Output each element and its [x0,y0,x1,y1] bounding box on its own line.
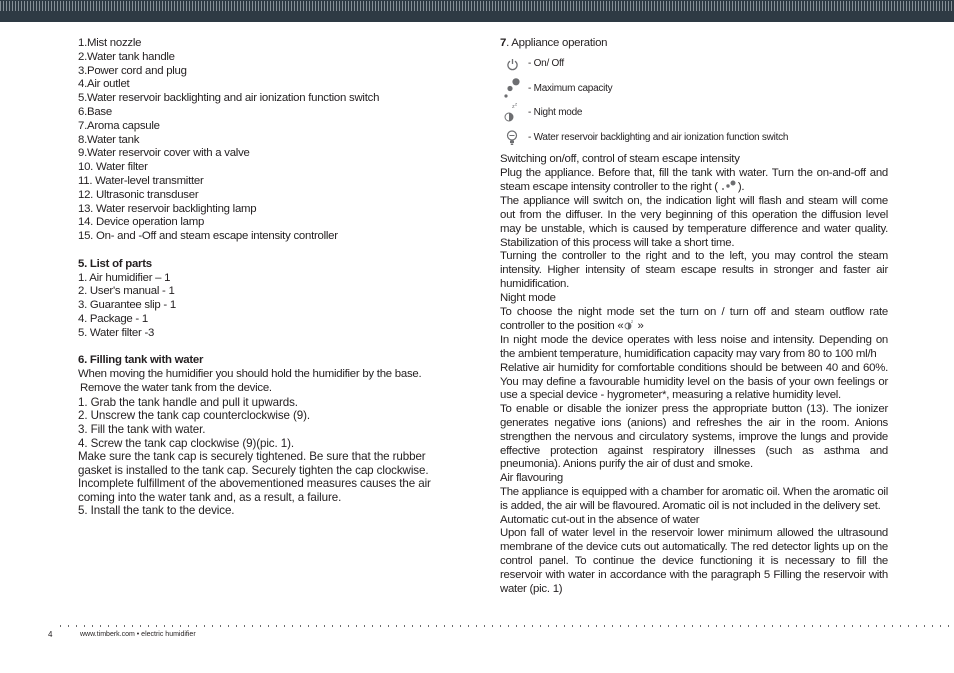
left-column [78,37,456,518]
max-capacity-icon [500,78,524,100]
part-item: 15. On- and -Off and steam escape intensity controller [78,230,338,243]
humidity-paragraph: Relative air humidity for comfortable conditions should be between 40 and 60%. You may define a favourable humidity level on the basis of your own feelings or use a special device - hygrometer*, measuring a relative humidity level. [500,361,888,402]
icon-legend [500,52,888,150]
list-item: 2. User's manual - 1 [78,285,175,298]
svg-text:z: z [515,102,517,107]
appliance-operation-heading [500,37,888,51]
part-item: 3.Power cord and plug [78,64,187,77]
switching-paragraph [500,167,888,196]
part-item: 7.Aroma capsule [78,119,160,132]
part-item: 12. Ultrasonic transduser [78,188,199,201]
max-capacity-icon [718,180,738,191]
air-flavouring-title: Air flavouring [500,472,563,485]
night-mode-select [500,306,888,335]
switch-on-paragraph: The appliance will switch on, the indication light will flash and steam will come out from the diffuser. In the very beginning of this operation the diffusion level may be unstable, which is caused by temperature difference and water quality. Stabilization of this process will take a short time. [500,195,888,249]
legend-label: - Water reservoir backlighting and air ionization function switch [528,131,789,143]
filling-intro: When moving the humidifier you should hold the humidifier by the base. [78,368,422,381]
top-header-bar [0,0,954,22]
svg-text:z: z [631,319,634,325]
legend-row-max [500,76,888,101]
ionizer-paragraph: To enable or disable the ionizer press the appropriate button (13). The ionizer generates negative ions (anions) and refreshes the air in the room. Anions strengthen the nervous and circulatory systems, improve the lungs and provide effective protection against respiratory illnesses (such as asthma and pneumonia). Anions purify the air of dust and smoke. [500,403,888,471]
cutout-paragraph: Upon fall of water level in the reservoir lower minimum allowed the ultrasound membrane of the device cuts out automatically. The red detector lights up on the control panel. To continue the device functioning it is necessary to fill the reservoir with water in accordance with the paragraph 5 Filling the reservoir with water (pic. 1) [500,527,888,595]
switching-text-b: ). [737,181,745,194]
night-mode-title: Night mode [500,291,556,304]
night-text-a: To choose the night mode set the turn on / turn off and steam outflow rate controller to the position « [500,305,888,333]
list-of-parts [78,272,456,341]
list-item: 1. Air humidifier – 1 [78,271,171,284]
part-item: 8.Water tank [78,133,140,146]
bulb-icon [500,127,524,149]
header-stripes [0,1,954,11]
night-text-b: » [637,320,644,333]
parts-list [78,37,456,244]
filling-step: 2. Unscrew the tank cap counterclockwise (9). [78,409,310,423]
list-of-parts-heading: 5. List of parts [78,257,152,270]
part-item: 1.Mist nozzle [78,37,142,49]
filling-step: 1. Grab the tank handle and pull it upwards. [78,395,298,409]
legend-label: - Night mode [528,107,583,119]
cutout-title: Automatic cut-out in the absence of water [500,513,700,526]
power-icon [500,53,524,75]
part-item: 5.Water reservoir backlighting and air ionization function switch [78,92,380,105]
legend-label: - On/ Off [528,58,564,70]
controller-paragraph: Turning the controller to the right and to the left, you may control the steam intensity. Higher intensity of steam escape results in stronger and faster air humidification. [500,250,888,290]
legend-label: - Maximum capacity [528,82,613,94]
section-number: 7 [500,37,507,49]
night-mode-icon [623,319,637,330]
night-mode-icon [500,102,524,124]
right-column [500,37,888,596]
part-item: 4.Air outlet [78,78,130,91]
svg-text:z: z [512,104,515,111]
part-item: 14. Device operation lamp [78,216,205,229]
legend-row-backlight [500,125,888,150]
filling-remove: Remove the water tank from the device. [80,381,272,394]
legend-row-night [500,101,888,126]
part-item: 2.Water tank handle [78,50,175,63]
filling-step: 4. Screw the tank cap clockwise (9)(pic. 1). [78,436,294,450]
filling-step: 3. Fill the tank with water. [78,422,206,436]
filling-step: 5. Install the tank to the device. [78,504,235,518]
filling-tank-heading: 6. Filling tank with water [78,354,204,367]
switching-text-a: Plug the appliance. Before that, fill the tank with water. Turn the on-and-off and steam escape intensity controller to the right ( [500,166,888,194]
footer-site: www.timberk.com • electric humidifier [80,631,196,638]
part-item: 11. Water-level transmitter [78,174,204,187]
part-item: 10. Water filter [78,161,148,174]
switching-title: Switching on/off, control of steam escape intensity [500,152,740,165]
part-item: 6.Base [78,105,112,118]
list-item: 3. Guarantee slip - 1 [78,299,176,312]
part-item: 9.Water reservoir cover with a valve [78,147,250,160]
air-flavouring-paragraph: The appliance is equipped with a chamber for aromatic oil. When the aromatic oil is added, the air will be flavoured. Aromatic oil is not included in the delivery set. [500,485,888,512]
part-item: 13. Water reservoir backlighting lamp [78,202,257,215]
legend-row-power [500,52,888,77]
list-item: 5. Water filter -3 [78,326,155,339]
footer-dotted-divider [60,625,954,627]
night-mode-paragraph: In night mode the device operates with less noise and intensity. Depending on the ambient temperature, humidification capacity may vary from 80 to 100 ml/h [500,334,888,360]
section-title: . Appliance operation [506,37,608,49]
list-item: 4. Package - 1 [78,312,148,325]
page-number: 4 [48,630,53,639]
filling-note: Make sure the tank cap is securely tightened. Be sure that the rubber gasket is installed to the tank cap. Securely tighten the cap clockwise. Incomplete fulfillment of the abovementioned measures causes the air coming into the water tank and, as a result, a failure. [78,450,431,504]
